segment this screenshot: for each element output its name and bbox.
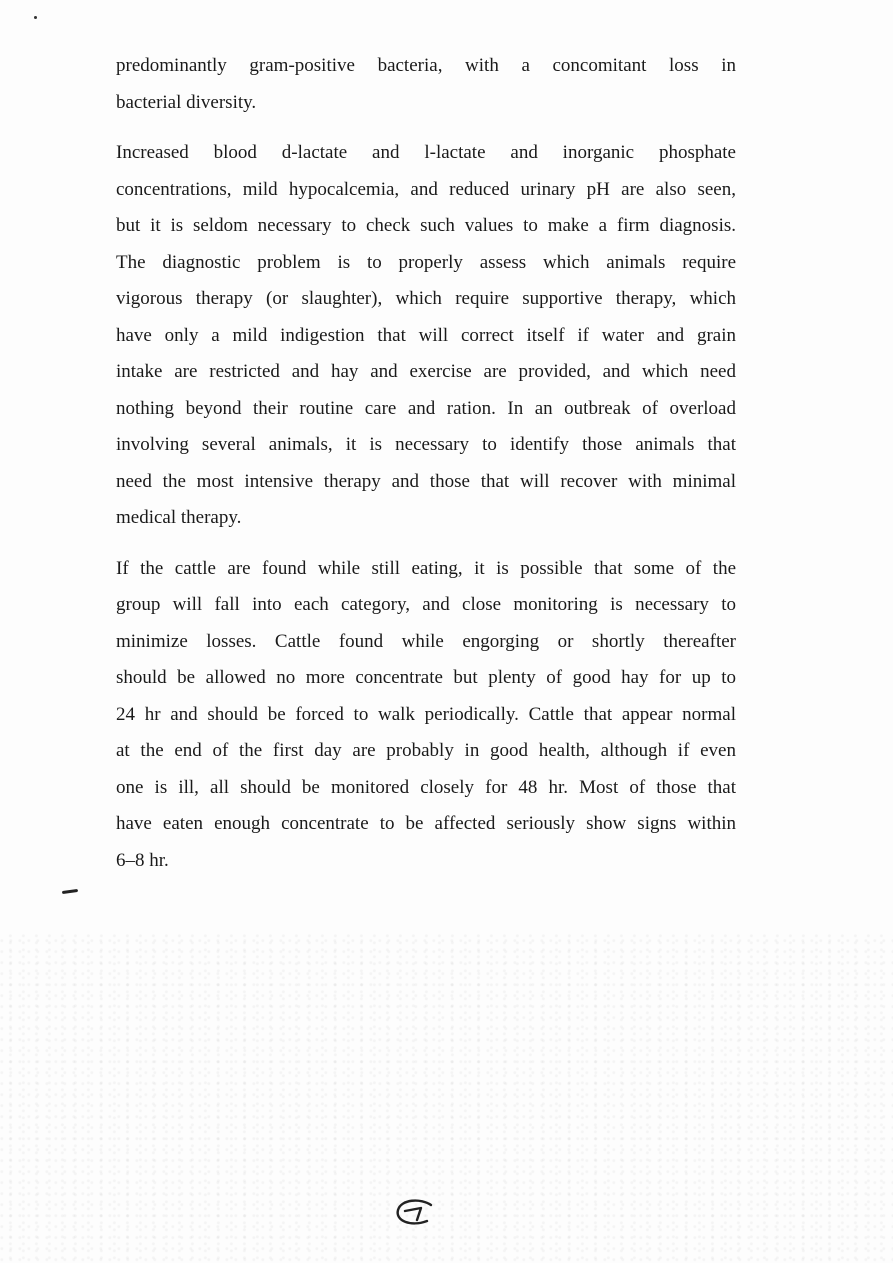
text-line: bacterial diversity. — [116, 91, 257, 113]
text-line: have only a mild indigestion that will correct itself if water and grain — [116, 324, 736, 346]
text-line: but it is seldom necessary to check such values to make a firm diagnosis. — [116, 215, 736, 236]
text-line: group will fall into each category, and close monitoring is necessary to — [116, 594, 736, 615]
text-line: medical therapy. — [116, 507, 242, 528]
text-line: should be allowed no more concentrate but plenty of good hay for up to — [116, 667, 736, 688]
text-line: vigorous therapy (or slaughter), which require supportive therapy, which — [116, 288, 736, 309]
paragraph-2 — [116, 135, 736, 537]
text-line: 24 hr and should be forced to walk periodically. Cattle that appear normal — [116, 703, 736, 725]
text-line: intake are restricted and hay and exercise are provided, and which need — [116, 361, 736, 382]
text-line: minimize losses. Cattle found while engorging or shortly thereafter — [116, 630, 736, 652]
text-line: Increased blood d-lactate and l-lactate and inorganic phosphate — [116, 142, 736, 163]
paragraph-1 — [116, 48, 736, 121]
text-line: concentrations, mild hypocalcemia, and reduced urinary pH are also seen, — [116, 178, 736, 200]
text-line: have eaten enough concentrate to be affected seriously show signs within — [116, 813, 736, 834]
scan-dot — [34, 16, 37, 19]
handwritten-page-number — [393, 1196, 439, 1230]
text-line: predominantly gram-positive bacteria, with a concomitant loss in — [116, 55, 736, 76]
text-line: 6–8 hr. — [116, 849, 169, 871]
text-line: need the most intensive therapy and those that will recover with minimal — [116, 470, 736, 492]
text-line: If the cattle are found while still eating, it is possible that some of the — [116, 557, 736, 579]
text-line: at the end of the first day are probably in good health, although if even — [116, 740, 736, 761]
body-text — [116, 48, 736, 893]
text-line: nothing beyond their routine care and ration. In an outbreak of overload — [116, 397, 736, 419]
margin-arrow-mark — [62, 889, 78, 894]
text-line: one is ill, all should be monitored closely for 48 hr. Most of those that — [116, 776, 736, 798]
scan-noise — [0, 933, 893, 1263]
text-line: The diagnostic problem is to properly assess which animals require — [116, 251, 736, 273]
text-line: involving several animals, it is necessary to identify those animals that — [116, 434, 736, 455]
paragraph-3 — [116, 551, 736, 880]
